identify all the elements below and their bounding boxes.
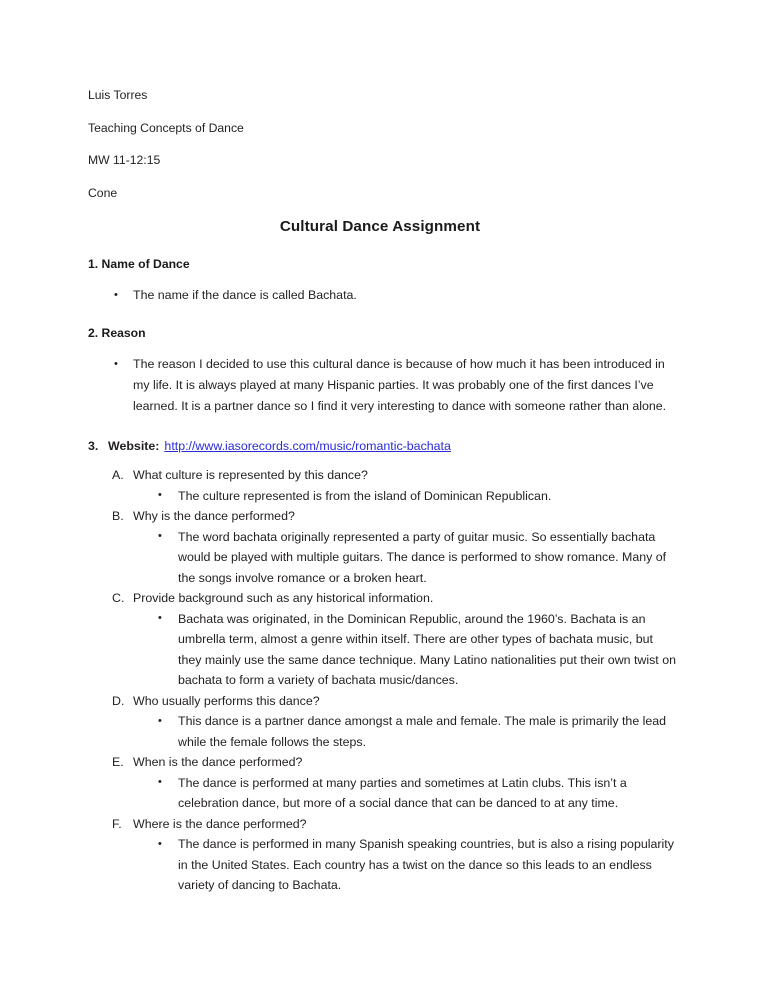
answer-list-c — [133, 609, 678, 691]
question-letter-a: A. — [112, 468, 124, 482]
question-item-f — [88, 814, 678, 896]
question-letter-e: E. — [112, 755, 124, 769]
website-link[interactable]: http://www.iasorecords.com/music/romantic-bachata — [164, 439, 451, 453]
list-item: • The dance is performed at many parties and sometimes at Latin clubs. This isn’t a celebration dance, but more of a social dance that can be danced to at any time. — [133, 773, 678, 814]
website-line — [88, 437, 678, 455]
document-header-block — [88, 88, 678, 200]
header-line-instructor: Cone — [88, 185, 118, 200]
list-item: • The culture represented is from the island of Dominican Republican. — [133, 486, 678, 507]
question-text-f: Where is the dance performed? — [133, 816, 307, 831]
section-bullets-name-of-dance — [88, 285, 678, 306]
website-label: Website: — [108, 439, 160, 453]
list-item: • The reason I decided to use this cultural dance is because of how much it has been introduced in my life. It is always played at many Hispanic parties. It was probably one of the first dances I’ve learned. It is a partner dance so I find it very interesting to dance with someone rather than alone. — [88, 354, 678, 417]
list-item: • The dance is performed in many Spanish speaking countries, but is also a rising popularity in the United States. Each country has a twist on the dance so this leads to an endless variety of dancing to Bachata. — [133, 834, 678, 896]
question-item-e — [88, 752, 678, 814]
section-bullets-reason — [88, 354, 678, 417]
question-letter-f: F. — [112, 816, 122, 831]
question-letter-c: C. — [112, 591, 125, 605]
question-item-a — [88, 465, 678, 506]
list-item: • Bachata was originated, in the Dominican Republic, around the 1960’s. Bachata is an umbrella term, almost a genre within itself. There are other types of bachata music, but they mainly use the same dance technique. Many Latino nationalities put their own twist on bachata to form a variety of bachata music/dances. — [133, 609, 678, 691]
question-text-d: Who usually performs this dance? — [133, 693, 320, 708]
section-heading-reason: 2. Reason — [88, 326, 146, 340]
answer-list-d — [133, 711, 678, 752]
question-letter-d: D. — [112, 693, 125, 708]
section-heading-name-of-dance: 1. Name of Dance — [88, 257, 190, 271]
page-title: Cultural Dance Assignment — [279, 218, 481, 235]
answer-list-f — [133, 834, 678, 896]
header-line-course: Teaching Concepts of Dance — [88, 120, 244, 135]
question-text-a: What culture is represented by this dance? — [133, 468, 368, 482]
answer-list-e — [133, 773, 678, 814]
header-line-student-name: Luis Torres — [88, 88, 148, 102]
question-letter-b: B. — [112, 509, 124, 523]
list-item: • The word bachata originally represented a party of guitar music. So essentially bachata would be played with multiple guitars. The dance is performed to show romance. Many of the songs involve romance or a broken heart. — [133, 527, 678, 589]
question-item-b — [88, 506, 678, 588]
answer-list-b — [133, 527, 678, 589]
answer-list-a — [133, 486, 678, 507]
list-item: • The name if the dance is called Bachata. — [88, 285, 678, 306]
question-item-d — [88, 691, 678, 753]
question-item-c — [88, 588, 678, 691]
questions-outline — [88, 465, 678, 896]
website-number: 3. — [88, 439, 99, 453]
question-text-e: When is the dance performed? — [133, 755, 303, 769]
header-line-class-time: MW 11-12:15 — [88, 153, 161, 167]
list-item: • This dance is a partner dance amongst a male and female. The male is primarily the lead while the female follows the steps. — [133, 711, 678, 752]
question-text-b: Why is the dance performed? — [133, 509, 295, 523]
question-text-c: Provide background such as any historical information. — [133, 591, 434, 605]
